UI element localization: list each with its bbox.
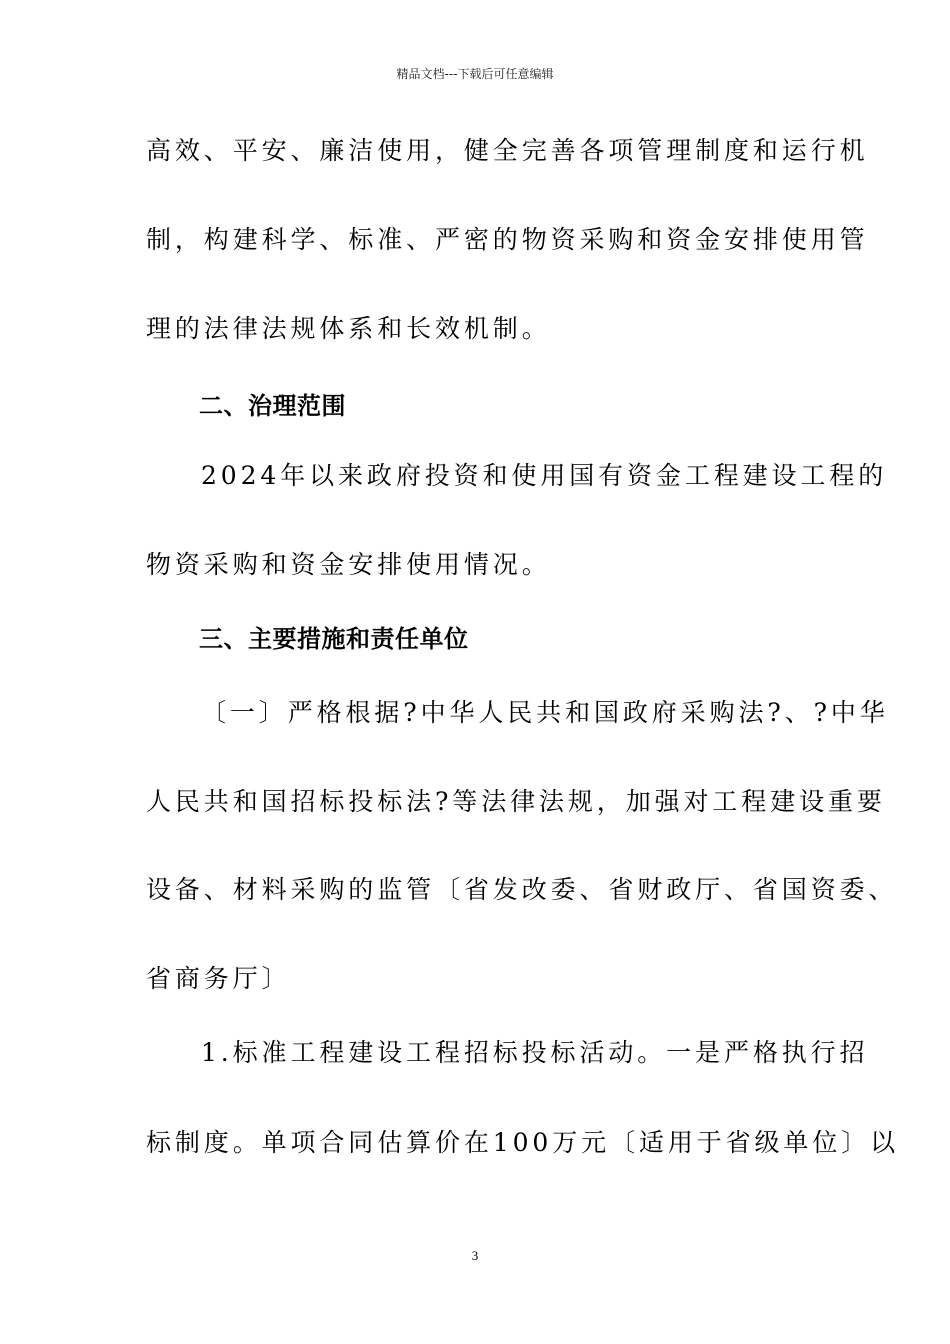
item1-line-2: 标制度。单项合同估算价在100万元〔适用于省级单位〕以 — [146, 1128, 900, 1157]
body-line-1: 高效、平安、廉洁使用，健全完善各项管理制度和运行机 — [146, 136, 869, 165]
page-number: 3 — [471, 1248, 479, 1263]
body-line-2: 制，构建科学、标准、严密的物资采购和资金安排使用管 — [146, 225, 869, 254]
body-line-3: 理的法律法规体系和长效机制。 — [146, 314, 551, 343]
measure-line-3: 设备、材料采购的监管〔省发改委、省财政厅、省国资委、 — [146, 875, 898, 904]
measure-line-2: 人民共和国招标投标法?等法律法规，加强对工程建设重要 — [146, 787, 886, 816]
scope-line-2: 物资采购和资金安排使用情况。 — [146, 550, 551, 579]
item1-line-1: 1.标准工程建设工程招标投标活动。一是严格执行招 — [201, 1038, 869, 1067]
scope-line-1: 2024年以来政府投资和使用国有资金工程建设工程的 — [201, 461, 888, 490]
measure-line-4: 省商务厅〕 — [146, 964, 291, 993]
page-header: 精品文档---下载后可任意编辑 — [396, 67, 554, 81]
measure-line-1: 〔一〕严格根据?中华人民共和国政府采购法?、?中华 — [201, 698, 889, 727]
section-heading-scope: 二、治理范围 — [199, 392, 346, 420]
section-heading-measures: 三、主要措施和责任单位 — [199, 625, 469, 653]
